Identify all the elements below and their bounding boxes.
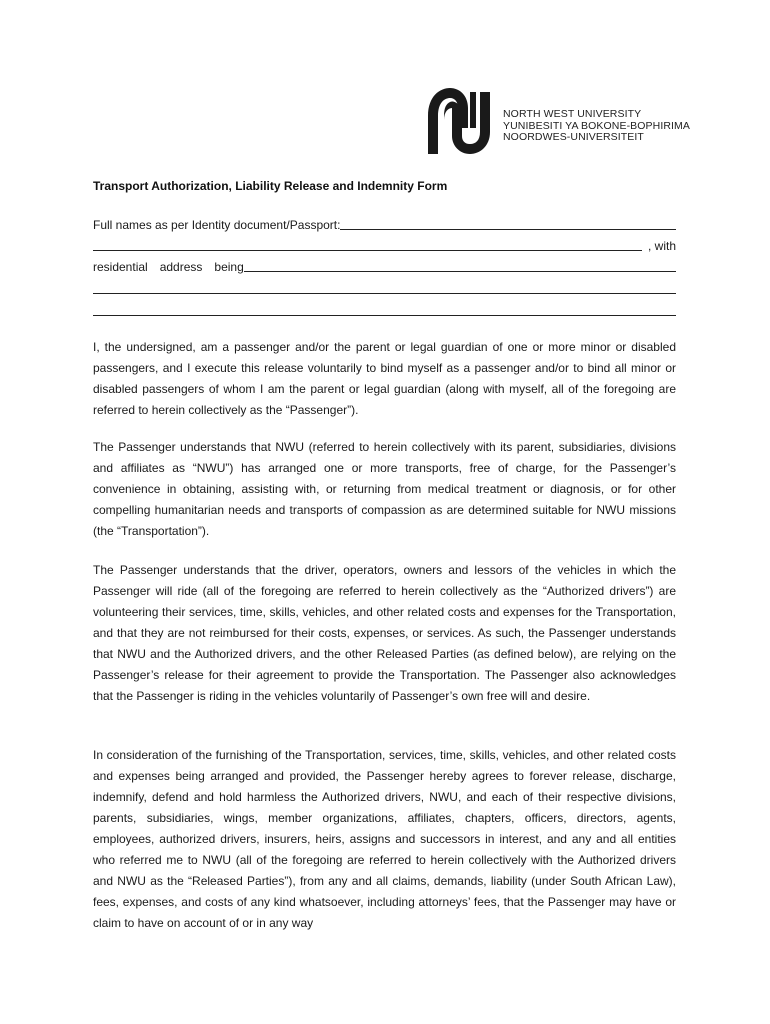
full-names-continuation-blank-line[interactable] (93, 239, 642, 251)
university-name (503, 109, 690, 144)
university-logo (424, 86, 690, 158)
address-label: address (159, 260, 203, 274)
address-line-2-blank-line[interactable] (93, 283, 676, 294)
university-name-english: NORTH WEST UNIVERSITY (503, 108, 642, 120)
address-line-2-field[interactable] (93, 283, 676, 297)
paragraph-undersigned: I, the undersigned, am a passenger and/or the parent or legal guardian of one or more minor or disabled passengers, and I execute this release voluntarily to bind myself as a passenger and/or to bind all minor or disabled passengers of whom I am the parent or legal guardian (along with myself, all of the foregoing are referred to herein collectively as the “Passenger”). (93, 340, 676, 417)
full-names-label: Full names as per Identity document/Passport: (93, 218, 341, 232)
address-line-3-field[interactable] (93, 305, 676, 319)
residential-address-blank-line[interactable] (244, 260, 676, 272)
residential-label: residential (93, 260, 148, 274)
with-label: , with (647, 239, 676, 253)
full-names-continuation-field[interactable] (93, 239, 676, 253)
university-name-setswana: YUNIBESITI YA BOKONE-BOPHIRIMA (503, 119, 690, 132)
university-name-afrikaans: NOORDWES-UNIVERSITEIT (503, 131, 644, 143)
paragraph-release-indemnity: In consideration of the furnishing of the Transportation, services, time, skills, vehicles, and other related costs and expenses being arranged and provided, the Passenger hereby agrees to forever release, discharge, indemnify, defend and hold harmless the Authorized drivers, NWU, and each of their respective divisions, parents, subsidiaries, wings, member organizations, affiliates, chapters, officers, directors, agents, employees, authorized drivers, insurers, heirs, assigns and successors in interest, and any and all entities who referred me to NWU (all of the foregoing are referred to herein collectively with the Authorized drivers and NWU as the “Released Parties”), from any and all claims, demands, liability (under South African Law), fees, expenses, and costs of any kind whatsoever, including attorneys’ fees, that the Passenger may have or claim to have on account of or in any way (93, 748, 676, 930)
residential-address-field[interactable] (93, 260, 676, 274)
being-label: being (214, 260, 244, 274)
form-title: Transport Authorization, Liability Release and Indemnity Form (93, 179, 448, 193)
paragraph-passenger-understands-nwu: The Passenger understands that NWU (referred to herein collectively with its parent, subsidiaries, divisions and affiliates as “NWU”) has arranged one or more transports, free of charge, for the Passenger’s convenience in obtaining, assisting with, or returning from medical treatment or diagnosis, or for other compelling humanitarian needs and transports of compassion as are determined suitable for NWU missions (the “Transportation”). (93, 440, 676, 538)
nwu-emblem-icon (424, 86, 496, 158)
paragraph-authorized-drivers: The Passenger understands that the driver, operators, owners and lessors of the vehicles in which the Passenger will ride (all of the foregoing are referred to herein collectively as the “Authorized drivers”) are volunteering their services, time, skills, vehicles, and other related costs and expenses for the Transportation, and that they are not reimbursed for their costs, expenses, or services. As such, the Passenger understands that NWU and the Authorized drivers, and the other Released Parties (as defined below), are relying on the Passenger’s release for their agreement to provide the Transportation. The Passenger also acknowledges that the Passenger is riding in the vehicles voluntarily of Passenger’s own free will and desire. (93, 563, 676, 703)
full-names-field[interactable] (93, 218, 676, 232)
address-line-3-blank-line[interactable] (93, 305, 676, 316)
full-names-blank-line[interactable] (340, 218, 676, 230)
